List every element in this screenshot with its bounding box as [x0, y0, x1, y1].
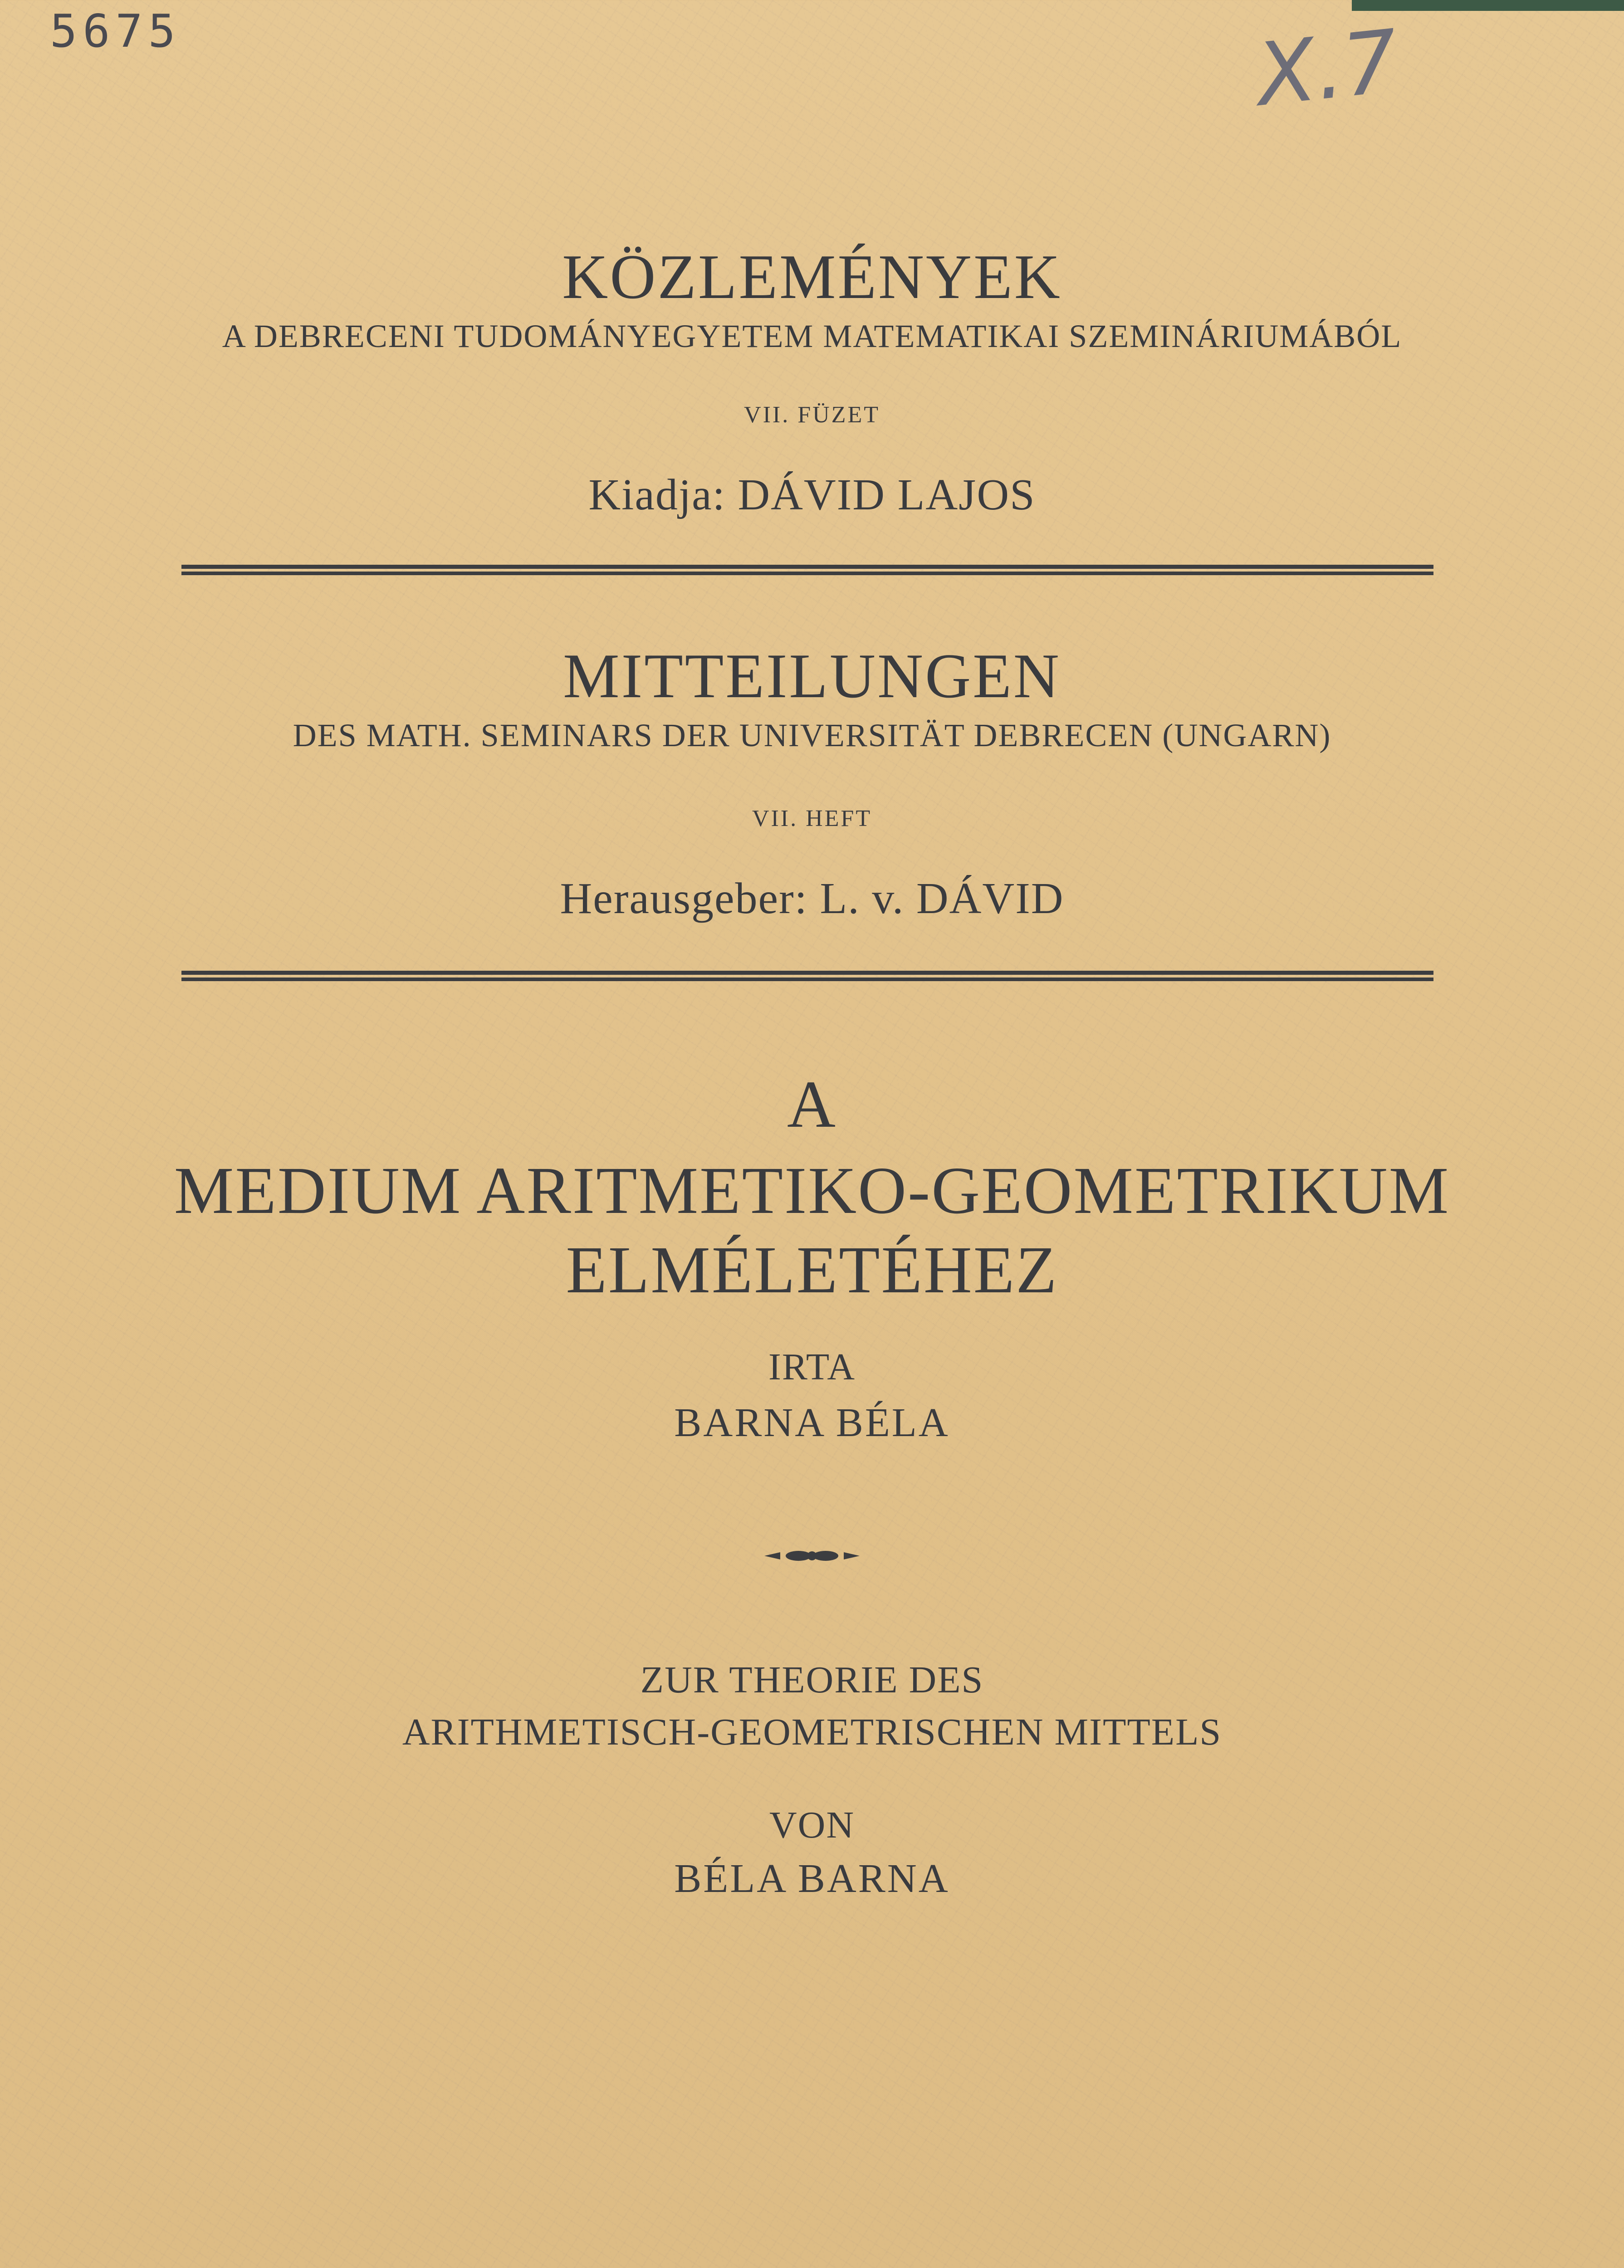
hu-article-title-line2: MEDIUM ARITMETIKO-GEOMETRIKUM: [174, 1154, 1450, 1228]
de-byline-label: VON: [769, 1804, 855, 1846]
de-series-title: MITTEILUNGEN: [563, 641, 1061, 711]
double-rule-top: [181, 565, 1433, 577]
hu-series-title: KÖZLEMÉNYEK: [562, 242, 1062, 312]
hu-editor: Kiadja: DÁVID LAJOS: [588, 470, 1036, 519]
ornament-divider: [762, 1542, 862, 1569]
hu-series-subtitle: A DEBRECENI TUDOMÁNYEGYETEM MATEMATIKAI SZEMINÁRIUMÁBÓL: [222, 318, 1402, 354]
hu-byline-label: IRTA: [768, 1346, 856, 1388]
de-author: BÉLA BARNA: [674, 1856, 950, 1901]
de-editor: Herausgeber: L. v. DÁVID: [560, 874, 1064, 923]
cover-edge-strip: [1352, 0, 1624, 11]
hu-article-title-line1: A: [787, 1067, 837, 1142]
hu-article-title-line3: ELMÉLETÉHEZ: [566, 1233, 1058, 1307]
hu-author: BARNA BÉLA: [674, 1400, 950, 1445]
hu-issue-number: VII. FÜZET: [744, 402, 880, 428]
de-series-subtitle: DES MATH. SEMINARS DER UNIVERSITÄT DEBRECEN (UNGARN): [293, 717, 1331, 753]
de-article-title-line1: ZUR THEORIE DES: [640, 1659, 984, 1701]
double-rule-bottom: [181, 971, 1433, 982]
de-article-title-line2: ARITHMETISCH-GEOMETRISCHEN MITTELS: [402, 1711, 1222, 1753]
de-issue-number: VII. HEFT: [752, 806, 872, 831]
library-stamp-number: 5675: [50, 5, 181, 58]
handwritten-corner-mark: X.7: [1252, 11, 1403, 126]
